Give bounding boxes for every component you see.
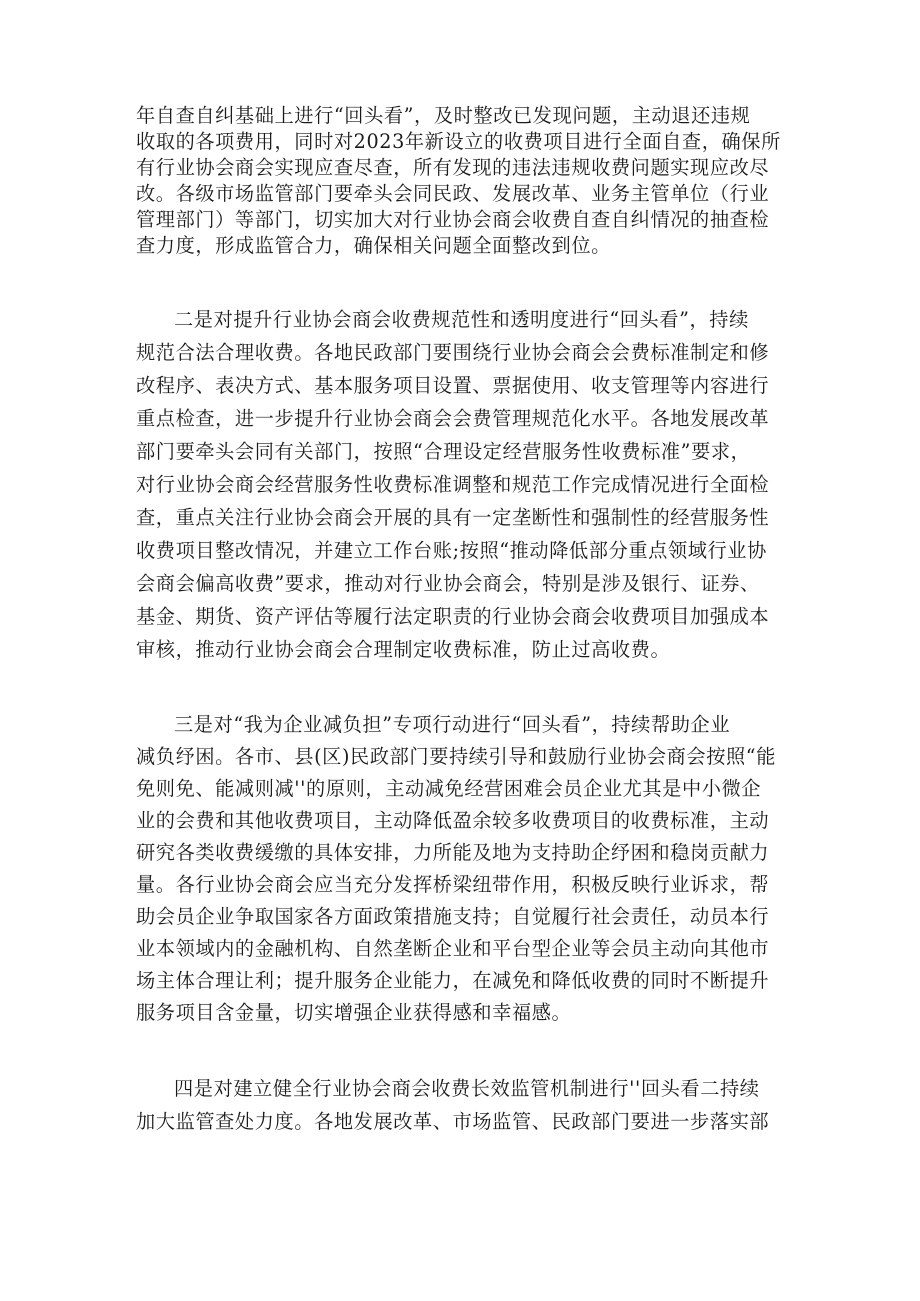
paragraph-2-line-2: 规范合法合理收费。各地民政部门要围绕行业协会商会会费标准制定和修	[136, 341, 770, 364]
paragraph-3-line-10: 服务项目含金量，切实增强企业获得感和幸福感。	[136, 1001, 572, 1024]
paragraph-3-line-6: 量。各行业协会商会应当充分发挥桥梁纽带作用，积极反映行业诉求，帮	[136, 873, 770, 896]
paragraph-2-line-5: 部门要牵头会同有关部门，按照“合理设定经营服务性收费标准”要求，	[136, 440, 751, 463]
paragraph-3-line-8: 业本领域内的金融机构、自然垄断企业和平台型企业等会员主动向其他市	[136, 937, 770, 960]
paragraph-2-line-3: 改程序、表决方式、基本服务项目设置、票据使用、收支管理等内容进行	[136, 374, 770, 397]
paragraph-3-line-3: 免则免、能减则减''的原则，主动减免经营困难会员企业尤其是中小微企	[136, 777, 762, 800]
paragraph-3-line-9: 场主体合理让利；提升服务企业能力，在减免和降低收费的同时不断提升	[136, 969, 770, 992]
paragraph-3-line-4: 业的会费和其他收费项目，主动降低盈余较多收费项目的收费标准，主动	[136, 809, 770, 832]
paragraph-2-line-6: 对行业协会商会经营服务性收费标准调整和规范工作完成情况进行全面检	[136, 473, 770, 496]
paragraph-1-line-2: 收取的各项费用，同时对2023年新设立的收费项目进行全面自查，确保所	[136, 130, 781, 153]
paragraph-1-line-4: 改。各级市场监管部门要牵头会同民政、发展改革、业务主管单位（行业	[136, 182, 770, 205]
paragraph-2-line-11: 审核，推动行业协会商会合理制定收费标准，防止过高收费。	[136, 638, 671, 661]
paragraph-1-line-6: 查力度，形成监管合力，确保相关问题全面整改到位。	[136, 234, 611, 257]
paragraph-4-line-1: 四是对建立健全行业协会商会收费长效监管机制进行''回头看二持续	[174, 1077, 760, 1100]
paragraph-2-line-10: 基金、期货、资产评估等履行法定职责的行业协会商会收费项目加强成本	[136, 605, 770, 628]
paragraph-1-line-5: 管理部门）等部门，切实加大对行业协会商会收费自查自纠情况的抽查检	[136, 208, 770, 231]
paragraph-1-line-3: 有行业协会商会实现应查尽查，所有发现的违法违规收费问题实现应改尽	[136, 156, 770, 179]
paragraph-3-line-2: 减负纾困。各市、县(区)民政部门要持续引导和鼓励行业协会商会按照“能	[136, 745, 776, 768]
paragraph-3-line-1: 三是对“我为企业减负担”专项行动进行“回头看”，持续帮助企业	[174, 713, 731, 736]
paragraph-2-line-4: 重点检查，进一步提升行业协会商会会费管理规范化水平。各地发展改革	[136, 407, 770, 430]
paragraph-1-line-1: 年自查自纠基础上进行“回头看”，及时整改已发现问题，主动退还违规	[136, 104, 751, 127]
paragraph-3-line-7: 助会员企业争取国家各方面政策措施支持；自觉履行社会责任，动员本行	[136, 905, 770, 928]
paragraph-3-line-5: 研究各类收费缓缴的具体安排，力所能及地为支持助企纾困和稳岗贡献力	[136, 841, 770, 864]
paragraph-2-line-1: 二是对提升行业协会商会收费规范性和透明度进行“回头看”，持续	[174, 308, 749, 331]
paragraph-2-line-7: 查，重点关注行业协会商会开展的具有一定垄断性和强制性的经营服务性	[136, 506, 770, 529]
paragraph-2-line-9: 会商会偏高收费”要求，推动对行业协会商会，特别是涉及银行、证券、	[136, 572, 760, 595]
paragraph-4-line-2: 加大监管查处力度。各地发展改革、市场监管、民政部门要进一步落实部	[136, 1110, 770, 1133]
paragraph-2-line-8: 收费项目整改情况，并建立工作台账;按照“推动降低部分重点领域行业协	[136, 539, 767, 562]
